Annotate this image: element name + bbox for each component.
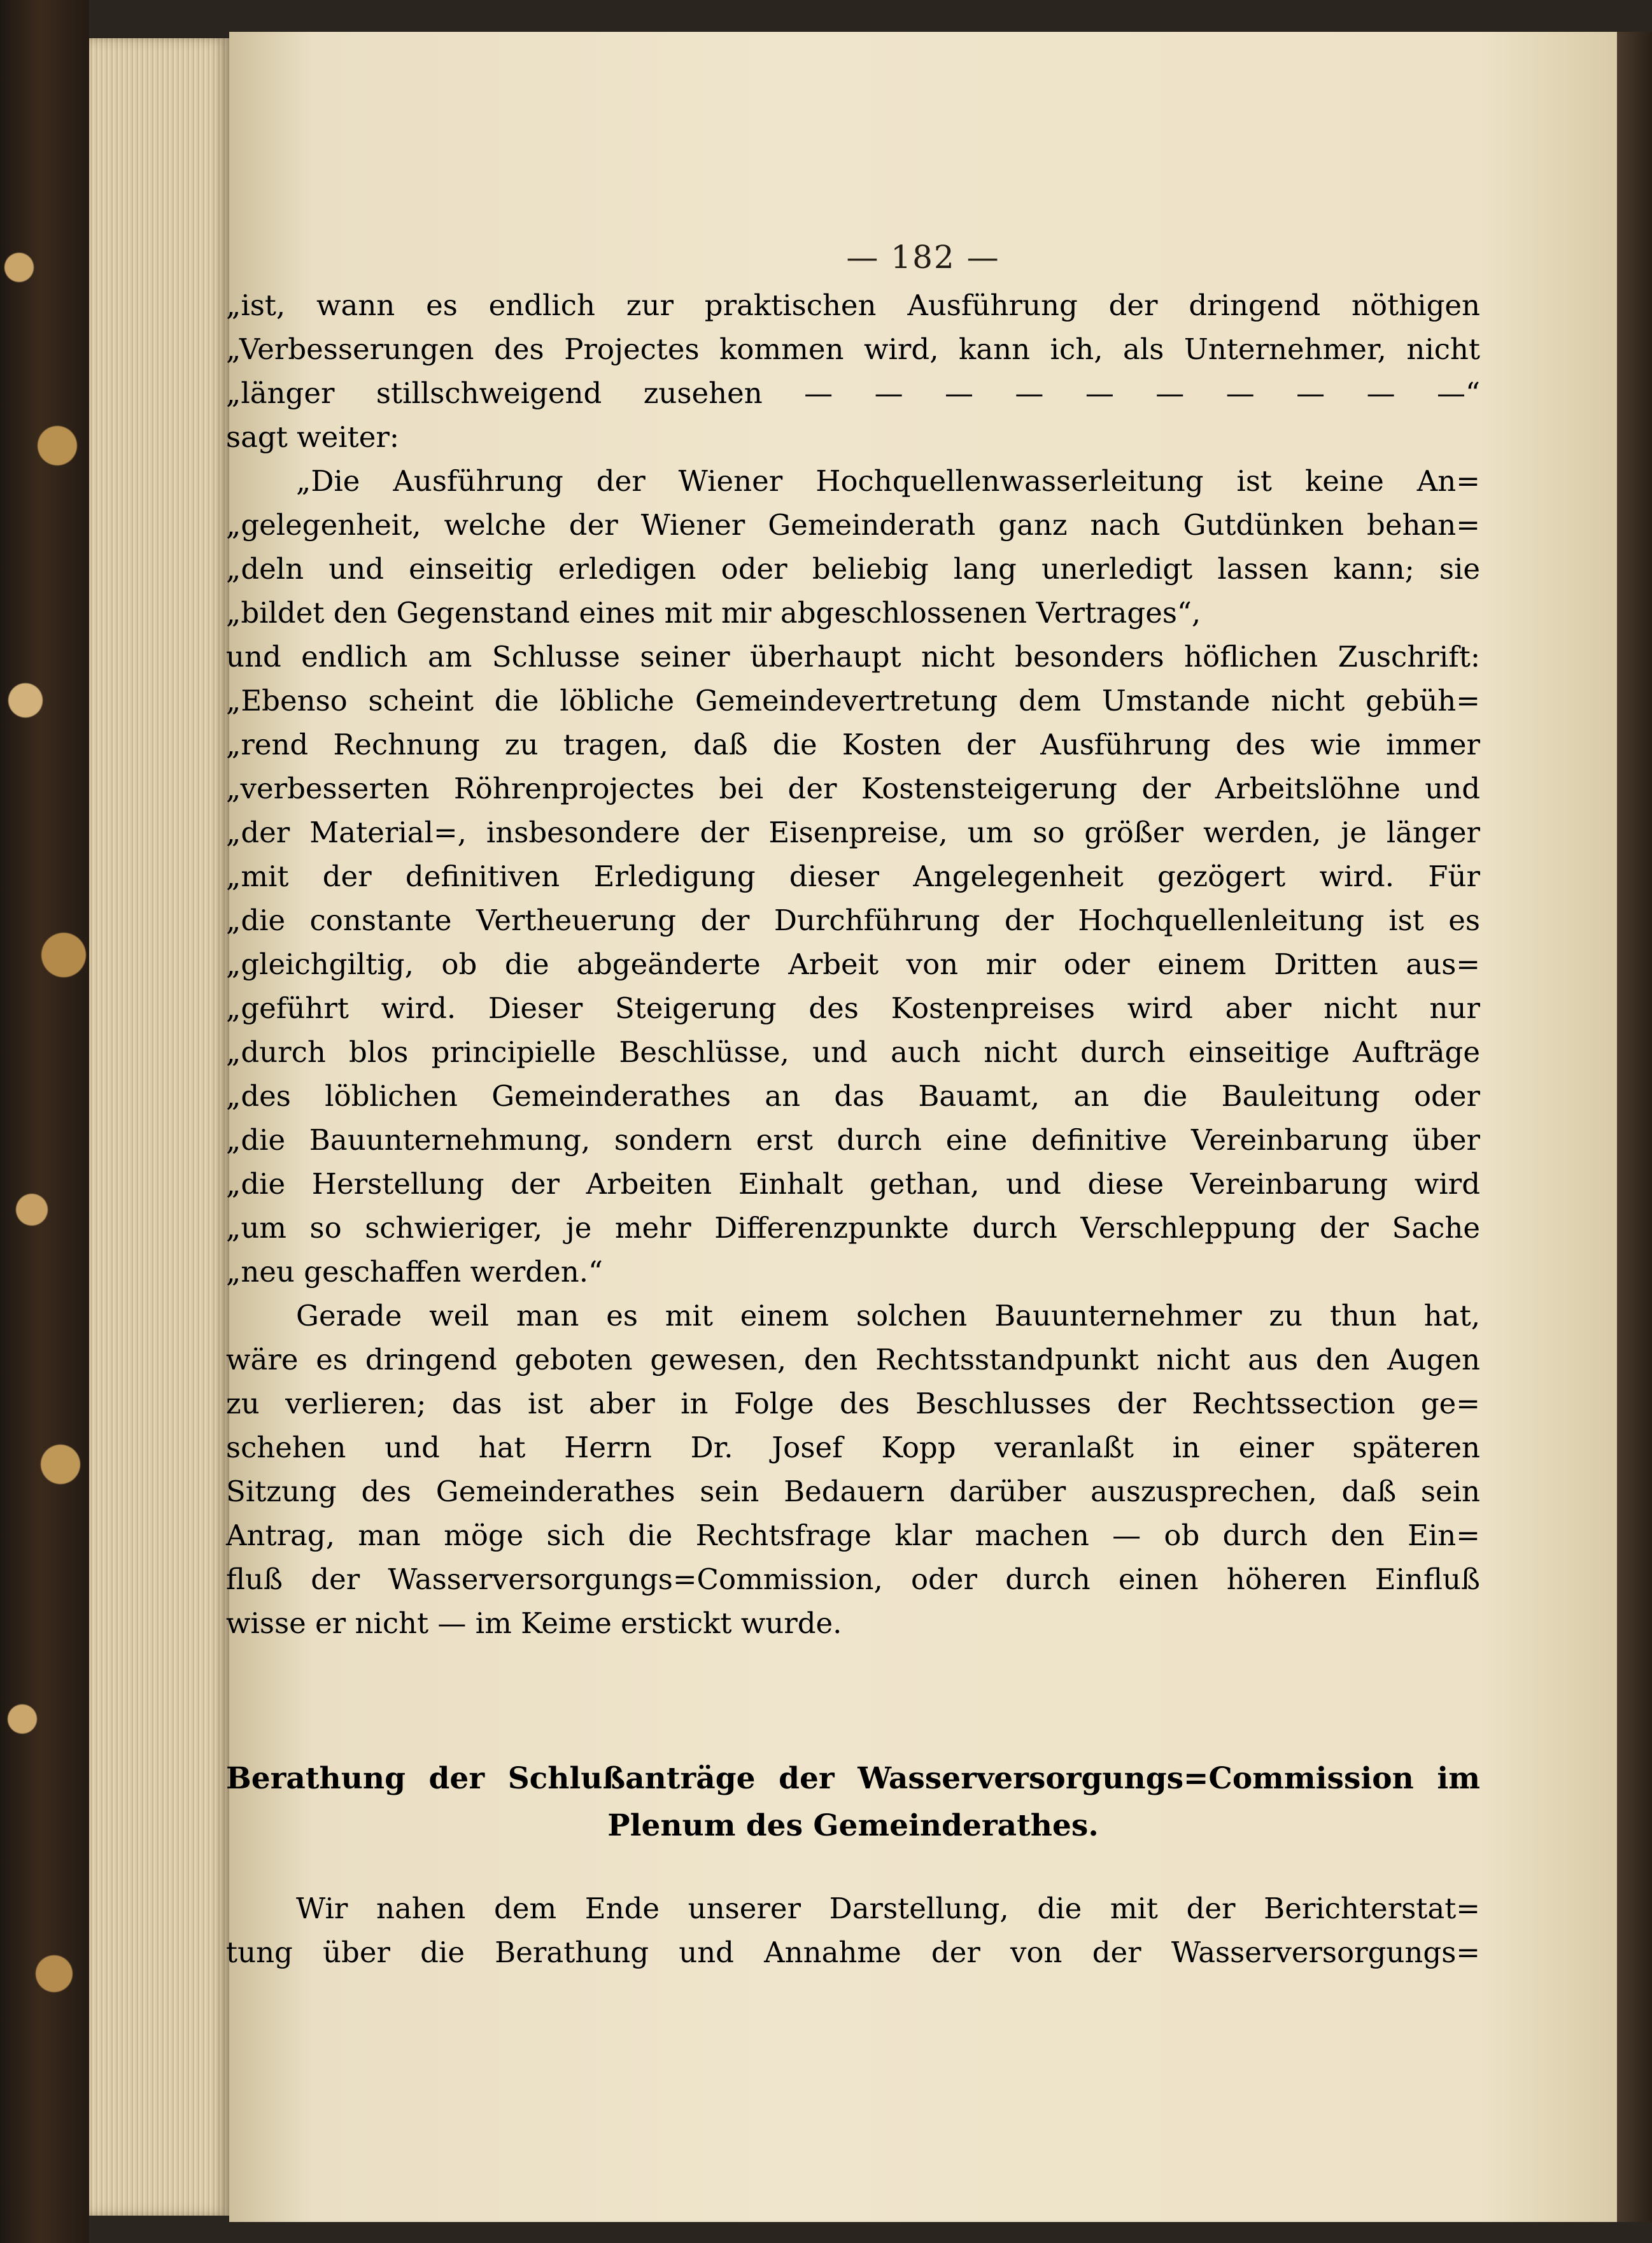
- text-line: „Ebenso scheint die löbliche Gemeindevertretung dem Umstande nicht gebüh=: [226, 684, 1480, 718]
- text-line: sagt weiter:: [226, 420, 400, 454]
- text-line: „die Herstellung der Arbeiten Einhalt gethan, und diese Vereinbarung wird: [226, 1167, 1480, 1201]
- text-line: „geführt wird. Dieser Steigerung des Kostenpreises wird aber nicht nur: [226, 991, 1480, 1025]
- section-heading: [226, 1755, 1480, 1850]
- text-line: Gerade weil man es mit einem solchen Bauunternehmer zu thun hat,: [296, 1299, 1480, 1333]
- text-line: und endlich am Schlusse seiner überhaupt nicht besonders höflichen Zuschrift:: [226, 640, 1480, 674]
- book-cover-marbled: [0, 0, 89, 2243]
- text-line: Wir nahen dem Ende unserer Darstellung, die mit der Berichterstat=: [296, 1892, 1480, 1925]
- text-line: „mit der definitiven Erledigung dieser Angelegenheit gezögert wird. Für: [226, 860, 1480, 893]
- body-text: [226, 283, 1480, 1645]
- text-line: „neu geschaffen werden.“: [226, 1255, 604, 1289]
- text-line: „Verbesserungen des Projectes kommen wird, kann ich, als Unternehmer, nicht: [226, 332, 1480, 366]
- text-line: „um so schwieriger, je mehr Differenzpunkte durch Verschleppung der Sache: [226, 1211, 1480, 1245]
- text-line: „länger stillschweigend zusehen — — — — — — — — — —“: [226, 376, 1480, 410]
- text-line: „Die Ausführung der Wiener Hochquellenwasserleitung ist keine An=: [296, 464, 1480, 498]
- text-line: „die Bauunternehmung, sondern erst durch eine definitive Vereinbarung über: [226, 1123, 1480, 1157]
- text-line: „rend Rechnung zu tragen, daß die Kosten der Ausführung des wie immer: [226, 728, 1480, 761]
- text-line: tung über die Berathung und Annahme der von der Wasserversorgungs=: [226, 1935, 1480, 1969]
- text-line: zu verlieren; das ist aber in Folge des Beschlusses der Rechtssection ge=: [226, 1387, 1480, 1420]
- text-line: „die constante Vertheuerung der Durchführung der Hochquellenleitung ist es: [226, 903, 1480, 937]
- heading-line: Berathung der Schlußanträge der Wasserversorgungs=Commission im: [226, 1761, 1480, 1796]
- text-line: „der Material=, insbesondere der Eisenpreise, um so größer werden, je länger: [226, 816, 1480, 849]
- text-line: Antrag, man möge sich die Rechtsfrage klar machen — ob durch den Ein=: [226, 1518, 1480, 1552]
- text-line: „bildet den Gegenstand eines mit mir abgeschlossenen Vertrages“,: [226, 596, 1201, 630]
- page-stack-edge: [89, 38, 229, 2216]
- text-line: „durch blos principielle Beschlüsse, und auch nicht durch einseitige Aufträge: [226, 1035, 1480, 1069]
- text-line: wäre es dringend geboten gewesen, den Rechtsstandpunkt nicht aus den Augen: [226, 1343, 1480, 1376]
- text-line: wisse er nicht — im Keime erstickt wurde.: [226, 1606, 842, 1640]
- text-line: „gelegenheit, welche der Wiener Gemeinderath ganz nach Gutdünken behan=: [226, 508, 1480, 542]
- heading-line: Plenum des Gemeinderathes.: [607, 1808, 1099, 1843]
- page-number: — 182 —: [846, 239, 1000, 276]
- text-line: „verbesserten Röhrenprojectes bei der Kostensteigerung der Arbeitslöhne und: [226, 772, 1480, 805]
- text-line: „des löblichen Gemeinderathes an das Bauamt, an die Bauleitung oder: [226, 1079, 1480, 1113]
- text-line: „ist, wann es endlich zur praktischen Ausführung der dringend nöthigen: [226, 288, 1480, 322]
- text-line: schehen und hat Herrn Dr. Josef Kopp veranlaßt in einer späteren: [226, 1431, 1480, 1464]
- text-line: Sitzung des Gemeinderathes sein Bedauern darüber auszusprechen, daß sein: [226, 1475, 1480, 1508]
- text-line: fluß der Wasserversorgungs=Commission, oder durch einen höheren Einfluß: [226, 1562, 1480, 1596]
- closing-paragraph: [226, 1886, 1480, 1974]
- book-right-edge: [1617, 32, 1652, 2222]
- text-line: „deln und einseitig erledigen oder beliebig lang unerledigt lassen kann; sie: [226, 552, 1480, 586]
- text-line: „gleichgiltig, ob die abgeänderte Arbeit von mir oder einem Dritten aus=: [226, 947, 1480, 981]
